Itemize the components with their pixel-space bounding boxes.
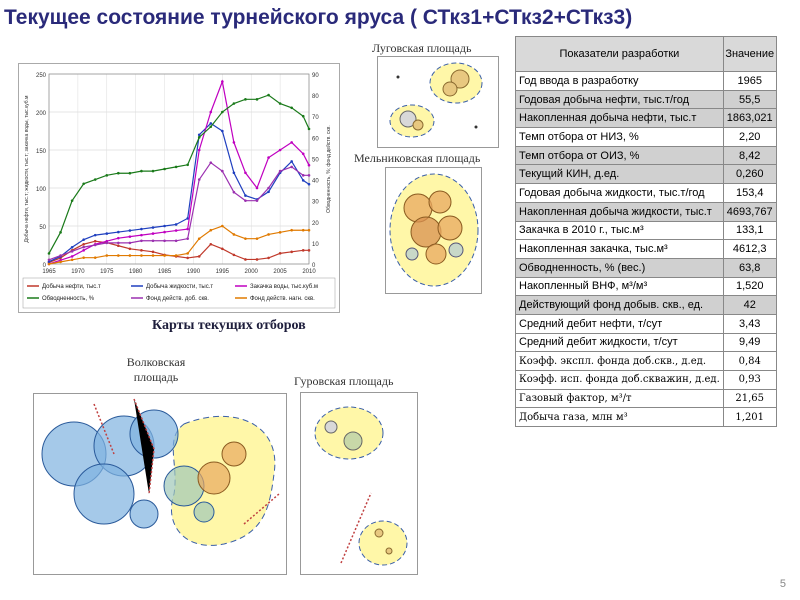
y-right-tick-label: 70 xyxy=(312,115,319,122)
series-line xyxy=(49,226,309,264)
y-right-tick-label: 30 xyxy=(312,199,319,206)
series-point xyxy=(140,254,143,257)
series-point xyxy=(290,166,293,169)
y-right-tick-label: 0 xyxy=(312,263,316,269)
series-point xyxy=(140,234,143,237)
volkovskaya-label xyxy=(116,355,196,385)
table-row xyxy=(516,184,777,203)
x-tick-label: 1990 xyxy=(186,269,201,275)
series-point xyxy=(186,257,189,260)
table-header-row xyxy=(516,37,777,72)
series-point xyxy=(209,111,212,114)
series-point xyxy=(163,231,166,234)
legend-label: Добыча жидкости, тыс.т xyxy=(146,284,214,290)
series-point xyxy=(48,258,51,261)
volkovskaya-map xyxy=(33,393,287,575)
series-point xyxy=(117,237,120,240)
row-value: 55,5 xyxy=(723,90,776,109)
row-label: Годовая добыча нефти, тыс.т/год xyxy=(516,90,724,109)
series-point xyxy=(48,263,51,266)
row-label: Коэфф. экспл. фонда доб.скв., д.ед. xyxy=(516,352,724,371)
y-left-tick-label: 250 xyxy=(35,73,46,79)
series-point xyxy=(308,249,311,252)
series-line xyxy=(49,241,309,262)
series-point xyxy=(209,125,212,128)
row-label: Закачка в 2010 г., тыс.м³ xyxy=(516,221,724,240)
row-value: 8,42 xyxy=(723,146,776,165)
series-point xyxy=(290,160,293,163)
series-point xyxy=(256,187,259,190)
series-point xyxy=(233,254,236,257)
series-point xyxy=(302,153,305,156)
row-label: Средний дебит жидкости, т/сут xyxy=(516,333,724,352)
series-point xyxy=(175,223,178,226)
parameters-table-wrap xyxy=(515,36,775,427)
series-point xyxy=(267,233,270,236)
gurovskaya-label: Гуровская площадь xyxy=(294,374,394,388)
series-point xyxy=(244,194,247,197)
series-point xyxy=(267,257,270,260)
row-label: Средний дебит нефти, т/сут xyxy=(516,314,724,333)
table-row xyxy=(516,389,777,408)
series-point xyxy=(71,255,74,258)
gurovskaya-map xyxy=(300,392,418,575)
x-tick-label: 2010 xyxy=(302,269,316,275)
row-value: 2,20 xyxy=(723,128,776,147)
series-line xyxy=(49,163,309,260)
series-point xyxy=(267,156,270,159)
x-tick-label: 1995 xyxy=(215,269,230,275)
y-left-tick-label: 100 xyxy=(35,187,46,193)
series-point xyxy=(198,178,201,181)
series-point xyxy=(267,191,270,194)
row-label: Коэфф. исп. фонда доб.скважин, д.ед. xyxy=(516,371,724,390)
x-tick-label: 1970 xyxy=(71,269,85,275)
series-point xyxy=(267,94,270,97)
series-point xyxy=(152,251,155,254)
row-value: 0,93 xyxy=(723,371,776,390)
series-point xyxy=(175,229,178,232)
series-point xyxy=(279,252,282,255)
row-value: 133,1 xyxy=(723,221,776,240)
series-point xyxy=(105,254,108,257)
table-row xyxy=(516,333,777,352)
melnikovskaya-map xyxy=(385,167,482,294)
series-point xyxy=(221,111,224,114)
series-point xyxy=(198,149,201,152)
series-point xyxy=(117,172,120,175)
series-point xyxy=(71,250,74,253)
header-indicator: Показатели разработки xyxy=(516,37,724,72)
series-point xyxy=(244,237,247,240)
series-point xyxy=(94,244,97,247)
series-point xyxy=(209,243,212,246)
series-point xyxy=(175,254,178,257)
series-point xyxy=(308,164,311,167)
x-tick-label: 2005 xyxy=(273,269,287,275)
series-point xyxy=(256,98,259,101)
volkovskaya-map-svg xyxy=(34,394,286,574)
series-point xyxy=(209,122,212,125)
series-point xyxy=(279,170,282,173)
y-left-tick-label: 150 xyxy=(35,149,46,155)
series-point xyxy=(117,244,120,247)
volkovskaya-label-line2: площадь xyxy=(133,370,179,384)
y-left-tick-label: 0 xyxy=(42,263,46,269)
series-point xyxy=(244,258,247,261)
series-point xyxy=(105,174,108,177)
series-point xyxy=(198,136,201,139)
series-point xyxy=(221,170,224,173)
series-point xyxy=(308,183,311,186)
series-point xyxy=(198,255,201,258)
melnikovskaya-map-svg xyxy=(386,168,481,293)
series-point xyxy=(152,170,155,173)
series-point xyxy=(163,225,166,228)
series-point xyxy=(290,251,293,254)
series-point xyxy=(140,239,143,242)
series-point xyxy=(82,182,85,185)
series-point xyxy=(221,80,224,83)
series-point xyxy=(94,234,97,237)
series-point xyxy=(163,239,166,242)
series-point xyxy=(221,248,224,251)
series-point xyxy=(244,172,247,175)
y-left-axis-title: Добыча нефти, тыс.т; жидкости, тыс.т; закачка воды, тыс.куб.м xyxy=(24,95,30,243)
row-label: Годовая добыча жидкости, тыс.т/год xyxy=(516,184,724,203)
series-point xyxy=(302,115,305,118)
series-point xyxy=(233,102,236,105)
series-point xyxy=(209,229,212,232)
series-point xyxy=(233,233,236,236)
page-number: 5 xyxy=(779,578,786,590)
melnikovskaya-label: Мельниковская площадь xyxy=(354,151,481,165)
series-point xyxy=(94,178,97,181)
table-row xyxy=(516,408,777,427)
series-point xyxy=(59,261,62,264)
series-point xyxy=(94,240,97,243)
y-left-tick-label: 200 xyxy=(35,111,46,117)
series-point xyxy=(82,249,85,252)
row-value: 1965 xyxy=(723,72,776,91)
series-point xyxy=(71,258,74,261)
table-row xyxy=(516,240,777,259)
row-label: Накопленная добыча жидкости, тыс.т xyxy=(516,202,724,221)
series-point xyxy=(152,239,155,242)
row-label: Действующий фонд добыв. скв., ед. xyxy=(516,296,724,315)
series-point xyxy=(267,187,270,190)
series-point xyxy=(244,199,247,202)
row-label: Накопленная добыча нефти, тыс.т xyxy=(516,109,724,128)
series-point xyxy=(94,256,97,259)
table-row xyxy=(516,352,777,371)
table-row xyxy=(516,90,777,109)
row-label: Темп отбора от ОИЗ, % xyxy=(516,146,724,165)
series-point xyxy=(221,130,224,133)
series-point xyxy=(71,246,74,249)
series-point xyxy=(290,141,293,144)
series-point xyxy=(302,249,305,252)
parameters-table xyxy=(515,36,777,427)
table-row xyxy=(516,109,777,128)
y-right-tick-label: 90 xyxy=(312,73,319,79)
series-point xyxy=(105,232,108,235)
series-point xyxy=(129,229,132,232)
legend-label: Закачка воды, тыс.куб.м xyxy=(250,284,318,290)
row-label: Добыча газа, млн м³ xyxy=(516,408,724,427)
legend-label: Фонд действ. доб. скв. xyxy=(146,296,209,302)
series-point xyxy=(129,254,132,257)
row-label: Темп отбора от НИЗ, % xyxy=(516,128,724,147)
table-row xyxy=(516,165,777,184)
lugovskaya-map-svg xyxy=(378,57,498,147)
row-value: 9,49 xyxy=(723,333,776,352)
legend-box xyxy=(23,278,335,308)
row-value: 1863,021 xyxy=(723,109,776,128)
series-point xyxy=(279,231,282,234)
series-point xyxy=(290,106,293,109)
row-value: 42 xyxy=(723,296,776,315)
x-tick-label: 1985 xyxy=(157,269,172,275)
series-point xyxy=(152,254,155,257)
series-point xyxy=(140,249,143,252)
series-point xyxy=(140,228,143,231)
x-tick-label: 2000 xyxy=(244,269,258,275)
y-left-tick-label: 50 xyxy=(39,225,46,231)
y-right-tick-label: 10 xyxy=(312,241,319,248)
table-row xyxy=(516,146,777,165)
series-point xyxy=(186,237,189,240)
table-row xyxy=(516,128,777,147)
series-point xyxy=(221,225,224,228)
y-right-axis-title: Обводненность, %; фонд действ. скв. xyxy=(326,125,332,213)
series-line xyxy=(49,123,309,261)
series-point xyxy=(82,243,85,246)
row-label: Обводненность, % (вес.) xyxy=(516,258,724,277)
series-point xyxy=(175,239,178,242)
volkovskaya-label-line1: Волковская xyxy=(126,355,186,369)
row-value: 153,4 xyxy=(723,184,776,203)
row-value: 21,65 xyxy=(723,389,776,408)
slide-title: Текущее состояние турнейского яруса ( СТкз1+СТкз2+СТкз3) xyxy=(4,6,633,29)
table-row xyxy=(516,202,777,221)
gurovskaya-map-svg xyxy=(301,393,417,574)
series-point xyxy=(117,254,120,257)
series-point xyxy=(129,242,132,245)
series-point xyxy=(198,237,201,240)
table-row xyxy=(516,258,777,277)
series-point xyxy=(129,248,132,251)
series-point xyxy=(152,226,155,229)
series-point xyxy=(233,191,236,194)
series-point xyxy=(279,149,282,152)
series-point xyxy=(82,238,85,241)
row-label: Год ввода в разработку xyxy=(516,72,724,91)
x-tick-label: 1975 xyxy=(100,269,114,275)
series-point xyxy=(59,254,62,257)
series-point xyxy=(186,252,189,255)
y-right-tick-label: 80 xyxy=(312,94,319,101)
row-value: 0,84 xyxy=(723,352,776,371)
y-right-tick-label: 40 xyxy=(312,178,319,185)
series-point xyxy=(71,199,74,202)
series-point xyxy=(186,163,189,166)
series-point xyxy=(233,172,236,175)
series-point xyxy=(129,172,132,175)
production-chart xyxy=(18,63,340,313)
legend-label: Обводненность, % xyxy=(42,296,95,302)
series-point xyxy=(233,141,236,144)
series-point xyxy=(117,242,120,245)
series-point xyxy=(244,98,247,101)
legend-label: Фонд действ. нагн. скв. xyxy=(250,296,315,302)
table-row xyxy=(516,221,777,240)
maps-heading: Карты текущих отборов xyxy=(152,318,306,333)
legend-label: Добыча нефти, тыс.т xyxy=(42,284,101,290)
table-row xyxy=(516,371,777,390)
row-label: Газовый фактор, м³/т xyxy=(516,389,724,408)
y-right-tick-label: 60 xyxy=(312,136,319,143)
series-point xyxy=(256,199,259,202)
row-label: Текущий КИН, д.ед. xyxy=(516,165,724,184)
row-value: 4612,3 xyxy=(723,240,776,259)
series-point xyxy=(59,231,62,234)
row-label: Накопленный ВНФ, м³/м³ xyxy=(516,277,724,296)
series-point xyxy=(302,229,305,232)
row-value: 0,260 xyxy=(723,165,776,184)
series-point xyxy=(302,179,305,182)
series-point xyxy=(186,228,189,231)
series-point xyxy=(48,252,51,255)
series-point xyxy=(82,246,85,249)
series-point xyxy=(256,237,259,240)
series-point xyxy=(308,229,311,232)
x-tick-label: 1965 xyxy=(42,269,56,275)
series-point xyxy=(163,168,166,171)
series-point xyxy=(175,166,178,169)
y-right-tick-label: 20 xyxy=(312,220,319,227)
lugovskaya-label: Луговская площадь xyxy=(372,41,472,55)
x-tick-label: 1980 xyxy=(128,269,143,275)
parameters-table-body xyxy=(516,72,777,427)
series-point xyxy=(279,102,282,105)
production-chart-svg xyxy=(19,64,339,312)
y-right-tick-label: 50 xyxy=(312,157,319,164)
plot-frame xyxy=(49,74,309,264)
series-point xyxy=(105,242,108,245)
row-value: 63,8 xyxy=(723,258,776,277)
header-value: Значение xyxy=(723,37,776,72)
row-value: 1,201 xyxy=(723,408,776,427)
series-point xyxy=(82,256,85,259)
series-point xyxy=(209,161,212,164)
series-line xyxy=(49,82,309,264)
series-point xyxy=(302,174,305,177)
row-value: 3,43 xyxy=(723,314,776,333)
table-row xyxy=(516,314,777,333)
table-row xyxy=(516,296,777,315)
row-label: Накопленная закачка, тыс.м³ xyxy=(516,240,724,259)
series-point xyxy=(308,128,311,131)
row-value: 4693,767 xyxy=(723,202,776,221)
table-row xyxy=(516,277,777,296)
series-point xyxy=(152,232,155,235)
table-row xyxy=(516,72,777,91)
row-value: 1,520 xyxy=(723,277,776,296)
series-point xyxy=(140,170,143,173)
series-point xyxy=(129,235,132,238)
series-point xyxy=(256,258,259,261)
lugovskaya-map xyxy=(377,56,499,148)
series-point xyxy=(117,231,120,234)
series-point xyxy=(290,229,293,232)
series-point xyxy=(163,254,166,257)
series-point xyxy=(308,174,311,177)
